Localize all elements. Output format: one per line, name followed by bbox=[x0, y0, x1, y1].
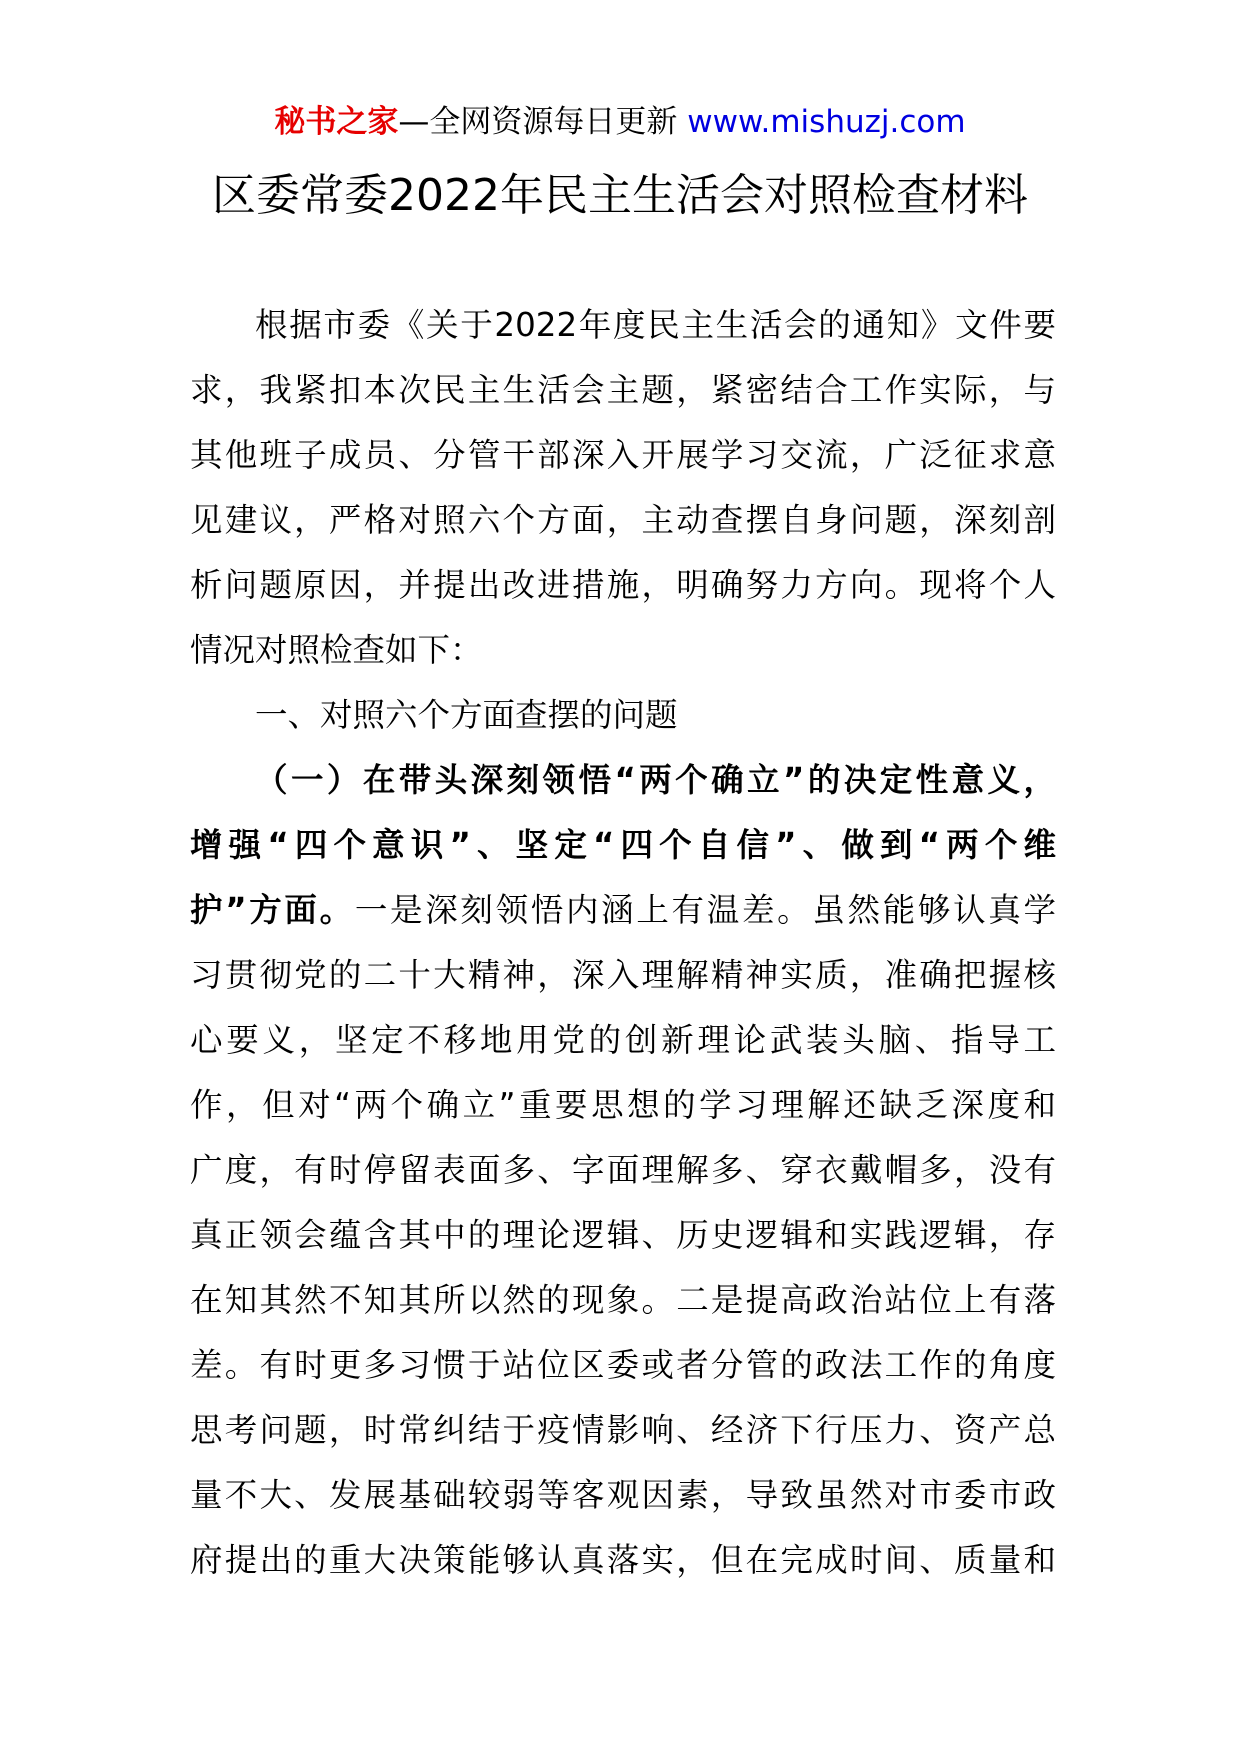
text-line: 作，但对“两个确立”重要思想的学习理解还缺乏深度和 bbox=[190, 1086, 1056, 1124]
site-url-link[interactable]: www.mishuzj.com bbox=[687, 104, 966, 140]
text-line: 其他班子成员、分管干部深入开展学习交流，广泛征求意 bbox=[190, 436, 1056, 474]
brand-tagline: —全网资源每日更新 bbox=[398, 104, 678, 140]
text-line: 差。有时更多习惯于站位区委或者分管的政法工作的角度 bbox=[190, 1346, 1056, 1384]
text-line: 府提出的重大决策能够认真落实，但在完成时间、质量和 bbox=[190, 1541, 1056, 1579]
text-line: 思考问题，时常纠结于疫情影响、经济下行压力、资产总 bbox=[190, 1411, 1056, 1449]
text-line: 求，我紧扣本次民主生活会主题，紧密结合工作实际，与 bbox=[190, 371, 1056, 409]
text-line: 在知其然不知其所以然的现象。二是提高政治站位上有落 bbox=[190, 1281, 1056, 1319]
text-line: 真正领会蕴含其中的理论逻辑、历史逻辑和实践逻辑，存 bbox=[190, 1216, 1056, 1254]
text-line: 情况对照检查如下： bbox=[190, 631, 483, 669]
subsection-heading-line: 增强“四个意识”、坚定“四个自信”、做到“两个维 bbox=[190, 826, 1056, 864]
subsection-heading-end: 护”方面。 bbox=[190, 891, 355, 929]
text-line: 析问题原因，并提出改进措施，明确努力方向。现将个人 bbox=[190, 566, 1056, 604]
site-banner bbox=[0, 102, 1240, 142]
text-line: 习贯彻党的二十大精神，深入理解精神实质，准确把握核 bbox=[190, 956, 1056, 994]
document-body bbox=[190, 293, 1056, 1593]
text-line: 心要义，坚定不移地用党的创新理论武装头脑、指导工 bbox=[190, 1021, 1056, 1059]
text-line: 根据市委《关于2022年度民主生活会的通知》文件要 bbox=[255, 306, 1056, 344]
text-line: 广度，有时停留表面多、字面理解多、穿衣戴帽多，没有 bbox=[190, 1151, 1056, 1189]
brand-name: 秘书之家 bbox=[274, 104, 399, 140]
text-line-mixed bbox=[190, 878, 1056, 943]
section-heading: 一、对照六个方面查摆的问题 bbox=[255, 696, 678, 734]
text-segment: 一是深刻领悟内涵上有温差。虽然能够认真学 bbox=[354, 891, 1056, 929]
text-line: 量不大、发展基础较弱等客观因素，导致虽然对市委市政 bbox=[190, 1476, 1056, 1514]
document-title: 区委常委2022年民主生活会对照检查材料 bbox=[212, 170, 1028, 221]
subsection-heading-line: （一）在带头深刻领悟“两个确立”的决定性意义， bbox=[255, 761, 1056, 799]
text-line: 见建议，严格对照六个方面，主动查摆自身问题，深刻剖 bbox=[190, 501, 1056, 539]
